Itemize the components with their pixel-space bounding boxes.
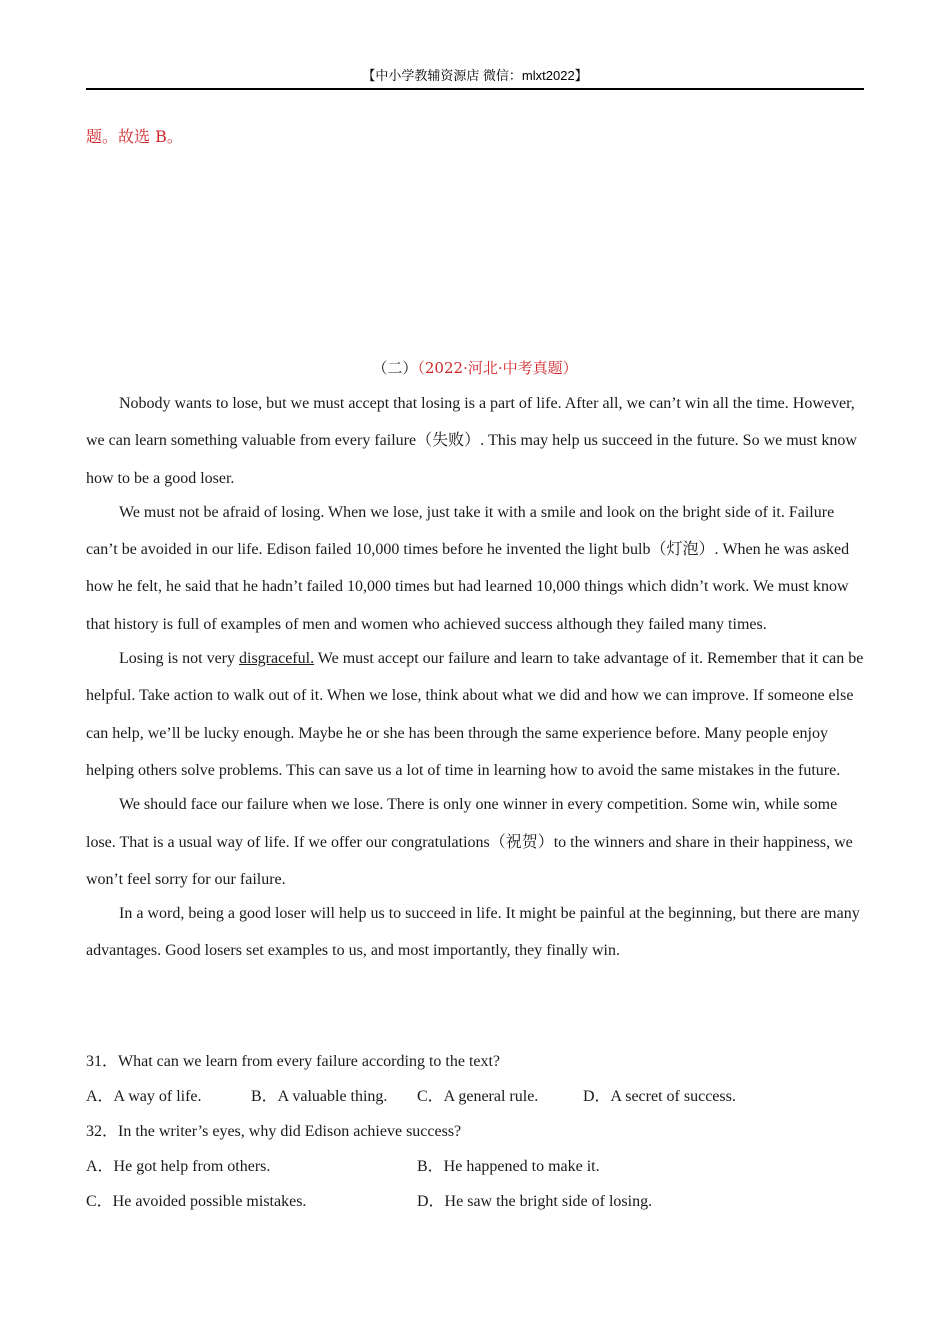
- question-32-options-row-2: [86, 1190, 864, 1225]
- question-31-option-b[interactable]: B．A valuable thing.: [251, 1088, 388, 1105]
- paragraph-3: [86, 640, 868, 789]
- paragraph-2: We must not be afraid of losing. When we lose, just take it with a smile and look on the bright side of it. Failure can’t be avoided in our life. Edison failed 10,000 times before he invented the light bulb（灯泡）. When he was asked how he felt, he said that he hadn’t failed 10,000 times but had learned 10,000 things which didn’t work. We must know that history is full of examples of men and women who achieved success although they failed many times.: [86, 503, 850, 633]
- reading-passage: [86, 385, 868, 967]
- paragraph-1: Nobody wants to lose, but we must accept that losing is a part of life. After all, we can’t win all the time. However, we can learn something valuable from every failure（失败）. This may help us succeed in the future. So we must know how to be a good loser.: [86, 395, 857, 487]
- header-text: 【中小学教辅资源店 微信：mlxt2022】: [362, 68, 588, 83]
- question-31-option-c[interactable]: C．A general rule.: [417, 1088, 539, 1105]
- page-header: [86, 66, 864, 90]
- question-31-options: [86, 1085, 864, 1120]
- question-32-option-d[interactable]: D．He saw the bright side of losing.: [417, 1193, 653, 1210]
- question-31-stem: 31．What can we learn from every failure according to the text?: [86, 1053, 501, 1070]
- question-31-option-d[interactable]: D．A secret of success.: [583, 1088, 736, 1105]
- underlined-word: disgraceful.: [239, 650, 315, 668]
- paragraph-4: We should face our failure when we lose. There is only one winner in every competition. Some win, while some lose. That is a usual way of life. If we offer our congratulations（祝贺）to the winners and share in their happiness, we won’t feel sorry for our failure.: [86, 796, 853, 888]
- question-31-option-a[interactable]: A．A way of life.: [86, 1088, 202, 1105]
- paragraph-3-start: Losing is not very: [119, 650, 239, 668]
- section-label: （二）: [372, 359, 418, 377]
- question-32-option-c[interactable]: C．He avoided possible mistakes.: [86, 1193, 307, 1210]
- section-source: （2022·河北·中考真题）: [417, 359, 578, 377]
- question-32-option-a[interactable]: A．He got help from others.: [86, 1158, 271, 1175]
- question-32-options-row-1: [86, 1155, 864, 1190]
- paragraph-5: In a word, being a good loser will help us to succeed in life. It might be painful at the beginning, but there are many advantages. Good losers set examples to us, and most importantly, they finally win.: [86, 905, 860, 960]
- question-32-stem: 32．In the writer’s eyes, why did Edison achieve success?: [86, 1123, 462, 1140]
- paragraph-3-rest: We must accept our failure and learn to take advantage of it. Remember that it can be helpful. Take action to walk out of it. When we lose, think about what we did and how we can improve. If someone else can help, we’ll be lucky enough. Maybe he or she has been through the same experience before. Many people enjoy helping others solve problems. This can save us a lot of time in learning how to avoid the same mistakes in the future.: [86, 650, 864, 779]
- section-title: [86, 357, 864, 379]
- questions-section: [86, 1050, 864, 1225]
- previous-answer-text: 题。故选 B。: [86, 127, 183, 146]
- question-32-option-b[interactable]: B．He happened to make it.: [417, 1158, 600, 1175]
